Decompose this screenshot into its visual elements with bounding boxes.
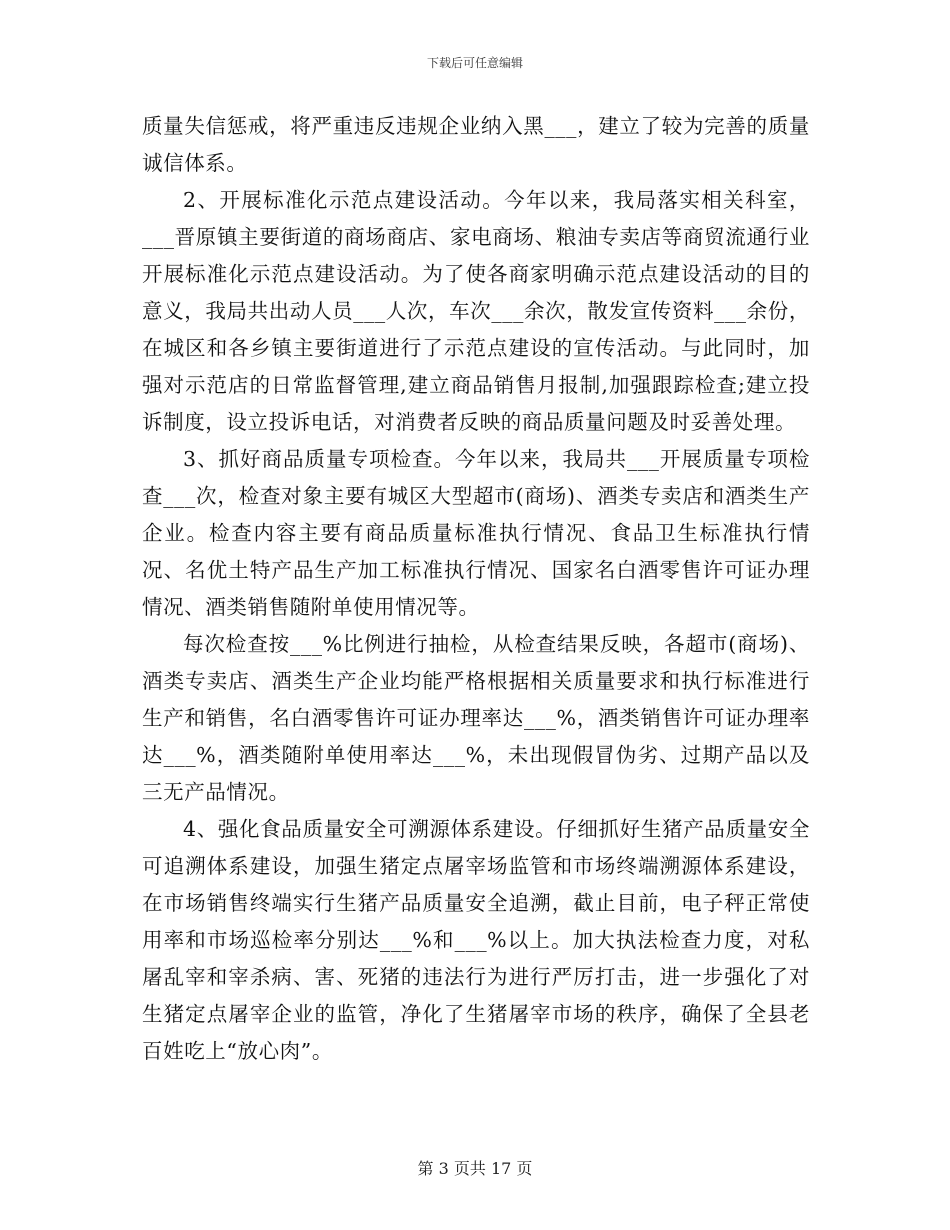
- paragraph-continuation: 质量失信惩戒，将严重违反违规企业纳入黑___，建立了较为完善的质量诚信体系。: [142, 114, 810, 175]
- paragraph-standardization: 2、开展标准化示范点建设活动。今年以来，我局落实相关科室，___晋原镇主要街道的商场商店、家电商场、粮油专卖店等商贸流通行业开展标准化示范点建设活动。为了使各商家明确示范点建设活动的目的意义，我局共出动人员___人次，车次___余次，散发宣传资料___余份，在城区和各乡镇主要街道进行了示范点建设的宣传活动。与此同时，加强对示范店的日常监督管理,建立商品销售月报制,加强跟踪检查;建立投诉制度，设立投诉电话，对消费者反映的商品质量问题及时妥善处理。: [142, 188, 810, 434]
- paragraph-quality-inspection: 3、抓好商品质量专项检查。今年以来，我局共___开展质量专项检查___次，检查对象主要有城区大型超市(商场)、酒类专卖店和酒类生产企业。检查内容主要有商品质量标准执行情况、食品卫生标准执行情况、名优土特产品生产加工标准执行情况、国家名白酒零售许可证办理情况、酒类销售随附单使用情况等。: [142, 447, 810, 619]
- document-body: [142, 108, 810, 1070]
- page-header: 下载后可任意编辑: [426, 56, 523, 70]
- paragraph-sampling-results: 每次检查按___%比例进行抽检，从检查结果反映，各超市(商场)、酒类专卖店、酒类生产企业均能严格根据相关质量要求和执行标准进行生产和销售，名白酒零售许可证办理率达___%，酒类销售许可证办理率达___%，酒类随附单使用率达___%，未出现假冒伪劣、过期产品以及三无产品情况。: [142, 632, 810, 804]
- page-number: 第 3 页共 17 页: [417, 1159, 533, 1178]
- paragraph-traceability: 4、强化食品质量安全可溯源体系建设。仔细抓好生猪产品质量安全可追溯体系建设，加强生猪定点屠宰场监管和市场终端溯源体系建设，在市场销售终端实行生猪产品质量安全追溯，截止目前，电子秤正常使用率和市场巡检率分别达___%和___%以上。加大执法检查力度，对私屠乱宰和宰杀病、害、死猪的违法行为进行严厉打击，进一步强化了对生猪定点屠宰企业的监管，净化了生猪屠宰市场的秩序，确保了全县老百姓吃上“放心肉”。: [142, 817, 810, 1063]
